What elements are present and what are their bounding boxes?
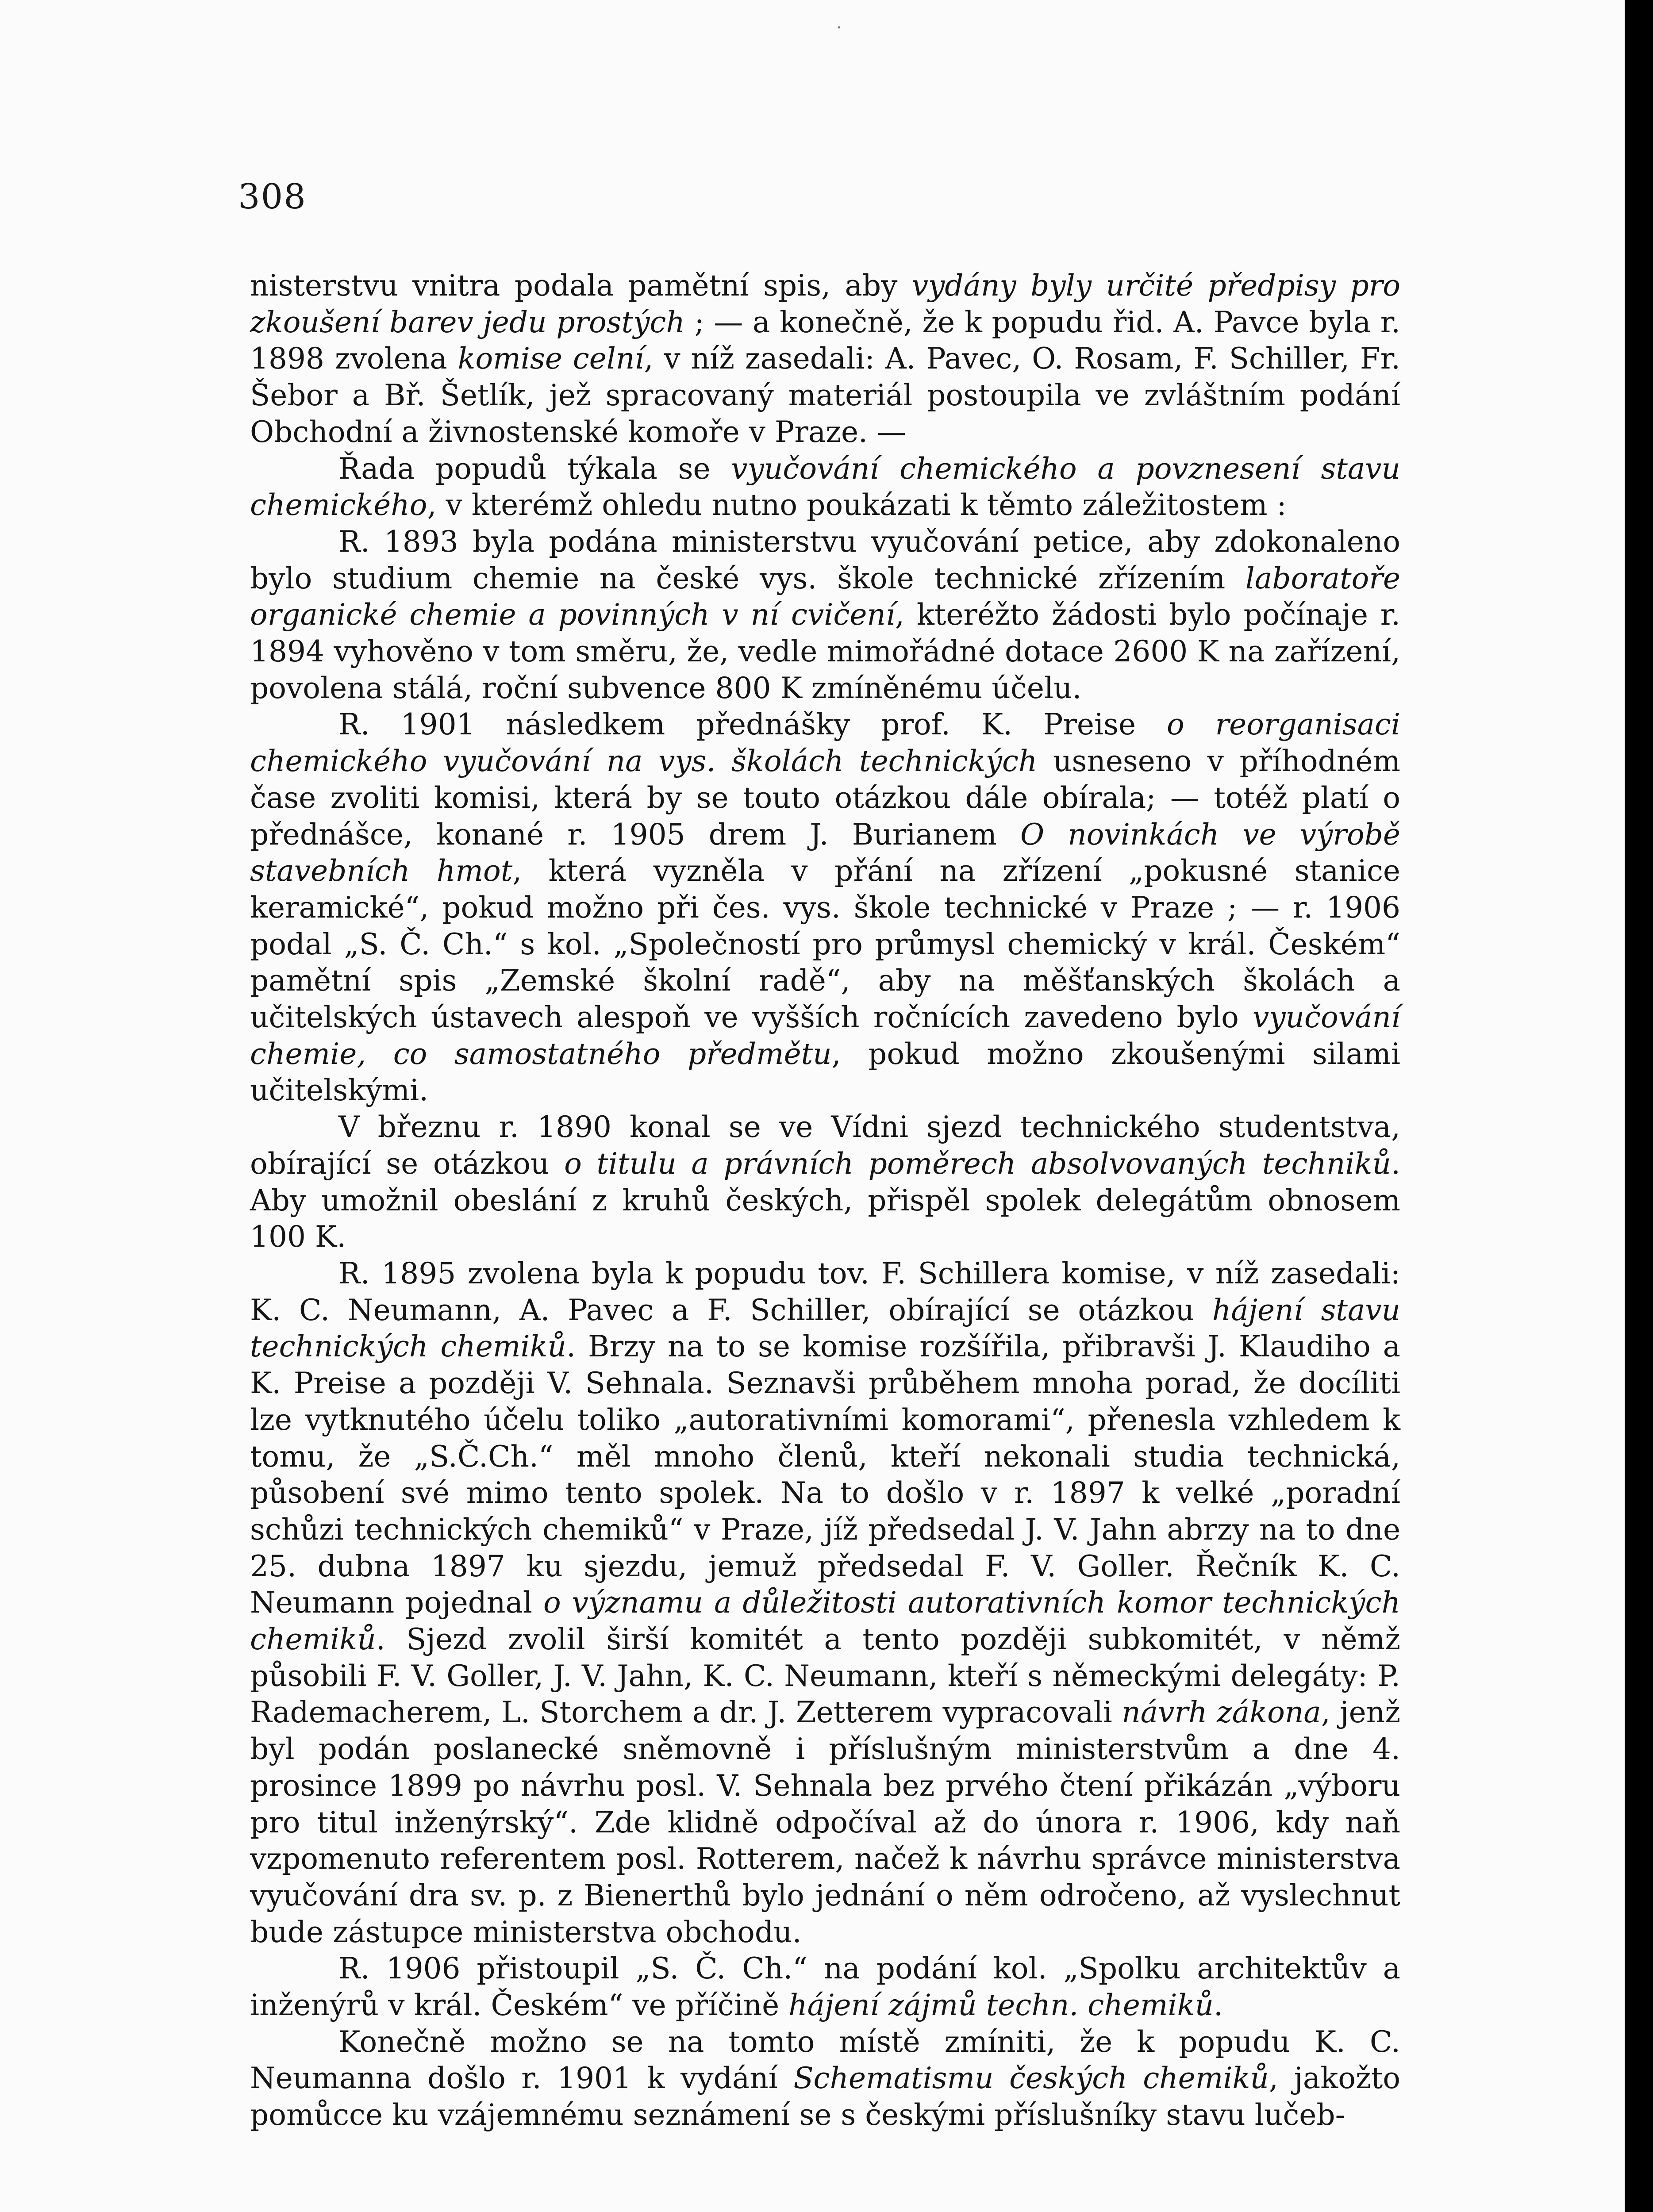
text-run: . Aby umožnil obeslání z kruhů českých, přispěl spolek delegátům obnosem 100 K.	[250, 1146, 1400, 1254]
emphasized-text: návrh zákona	[1122, 1695, 1321, 1730]
text-run: , která vyzněla v přání na zřízení „pokusné stanice keramické“, pokud možno při čes. vys. škole technické v Praze ; — r. 1906 podal „S. Č. Ch.“ s kol. „Společností pro průmysl chemický v král. Českém“ pamětní spis „Zemské školní radě“, aby na měšťanských školách a učitelských ústavech alespoň ve vyšších ročnících zavedeno bylo	[250, 854, 1400, 1035]
emphasized-text: vyučování chemického a povznesení stavu chemického	[250, 451, 1400, 522]
text-run: , jakožto pomůcce ku vzájemnému seznámení se s českými příslušníky stavu lučeb-	[250, 2061, 1401, 2132]
paragraph	[250, 268, 1400, 451]
text-run: , v kterémž ohledu nutno poukázati k těmto záležitostem :	[427, 488, 1287, 522]
emphasized-text: O novinkách ve výrobě stavebních hmot	[250, 817, 1400, 888]
paragraph	[250, 451, 1400, 524]
emphasized-text: o titulu a právních poměrech absolvovaných techniků	[564, 1146, 1391, 1181]
emphasized-text: o významu a důležitosti autorativních komor technických chemiků	[250, 1586, 1400, 1657]
text-run: Řada popudů týkala se	[338, 451, 731, 486]
text-run: , jenž byl podán poslanecké sněmovně i příslušným ministerstvům a dne 4. prosince 1899 po návrhu posl. V. Sehnala bez prvého čtení přikázán „výboru pro titul inženýrský“. Zde klidně odpočíval až do února r. 1906, kdy naň vzpomenuto referentem posl. Rotterem, načež k návrhu správce ministerstva vyučování dra sv. p. z Bienerthů bylo jednání o něm odročeno, až vyslechnut bude zástupce ministerstva obchodu.	[250, 1695, 1400, 1949]
emphasized-text: hájení stavu technických chemiků	[250, 1293, 1400, 1364]
paragraph	[250, 524, 1400, 707]
emphasized-text: hájení zájmů techn. chemiků	[788, 1988, 1214, 2023]
text-run: ; — a konečně, že k popudu řid. A. Pavce byla r. 1898 zvolena	[250, 305, 1400, 376]
emphasized-text: vyučování chemie, co samostatného předmětu	[250, 1000, 1400, 1071]
paragraph	[250, 1951, 1400, 2024]
paragraph	[250, 1109, 1400, 1256]
paragraph	[250, 707, 1400, 1109]
emphasized-text: komise celní	[457, 342, 644, 376]
emphasized-text: o reorganisaci chemického vyučování na vys. školách technických	[250, 707, 1400, 779]
text-run: V březnu r. 1890 konal se ve Vídni sjezd technického studentstva, obírající se otázkou	[250, 1110, 1400, 1181]
text-run: nisterstvu vnitra podala pamětní spis, aby	[250, 269, 912, 303]
text-run: , v níž zasedali: A. Pavec, O. Rosam, F. Schiller, Fr. Šebor a Bř. Šetlík, jež spracovaný materiál postoupila ve zvláštním podání Obchodní a živnostenské komoře v Praze. —	[250, 342, 1400, 449]
text-run: , kteréžto žádosti bylo počínaje r. 1894 vyhověno v tom směru, že, vedle mimořádné dotace 2600 K na zařízení, povolena stálá, roční subvence 800 K zmíněnému účelu.	[250, 598, 1400, 705]
paragraph	[250, 2024, 1400, 2134]
text-run: Konečně možno se na tomto místě zmíniti, že k popudu K. C. Neumanna došlo r. 1901 k vydání	[250, 2024, 1400, 2096]
scan-artifact: ·	[836, 18, 842, 38]
text-run: R. 1893 byla podána ministerstvu vyučování petice, aby zdokonaleno bylo studium chemie na české vys. škole technické zřízením	[250, 524, 1400, 595]
text-run: . Sjezd zvolil širší komitét a tento později subkomitét, v němž působili F. V. Goller, J. V. Jahn, K. C. Neumann, kteří s německými delegáty: P. Rademacherem, L. Storchem a dr. J. Zetterem vypracovali	[250, 1622, 1400, 1730]
text-run: R. 1895 zvolena byla k popudu tov. F. Schillera komise, v níž zasedali: K. C. Neumann, A. Pavec a F. Schiller, obírající se otázkou	[250, 1256, 1400, 1327]
text-run: R. 1906 přistoupil „S. Č. Ch.“ na podání kol. „Spolku architektův a inženýrů v král. Českém“ ve příčině	[250, 1951, 1400, 2023]
paragraph	[250, 1256, 1400, 1951]
text-run: .	[1214, 1988, 1223, 2023]
emphasized-text: Schematismu českých chemiků	[793, 2061, 1269, 2096]
body-text	[250, 268, 1400, 2134]
page-number: 308	[238, 177, 307, 217]
text-run: , pokud možno zkoušenými silami učitelskými.	[250, 1037, 1400, 1108]
text-run: . Brzy na to se komise rozšířila, přibravši J. Klaudiho a K. Preise a později V. Sehnala. Seznavši průběhem mnoha porad, že docíliti lze vytknutého účelu toliko „autorativními komorami“, přenesla vzhledem k tomu, že „S.Č.Ch.“ měl mnoho členů, kteří nekonali studia technická, působení své mimo tento spolek. Na to došlo v r. 1897 k velké „poradní schůzi technických chemiků“ v Praze, jíž předsedal J. V. Jahn abrzy na to dne 25. dubna 1897 ku sjezdu, jemuž předsedal F. V. Goller. Řečník K. C. Neumann pojednal	[250, 1329, 1400, 1620]
emphasized-text: laboratoře organické chemie a povinných v ní cvičení	[250, 561, 1400, 632]
text-run: R. 1901 následkem přednášky prof. K. Preise	[338, 707, 1167, 742]
text-run: usneseno v příhodném čase zvoliti komisi, která by se touto otázkou dále obírala; — totéž platí o přednášce, konané r. 1905 drem J. Burianem	[250, 744, 1401, 852]
emphasized-text: vydány byly určité předpisy pro zkoušení barev jedu prostých	[250, 269, 1400, 339]
